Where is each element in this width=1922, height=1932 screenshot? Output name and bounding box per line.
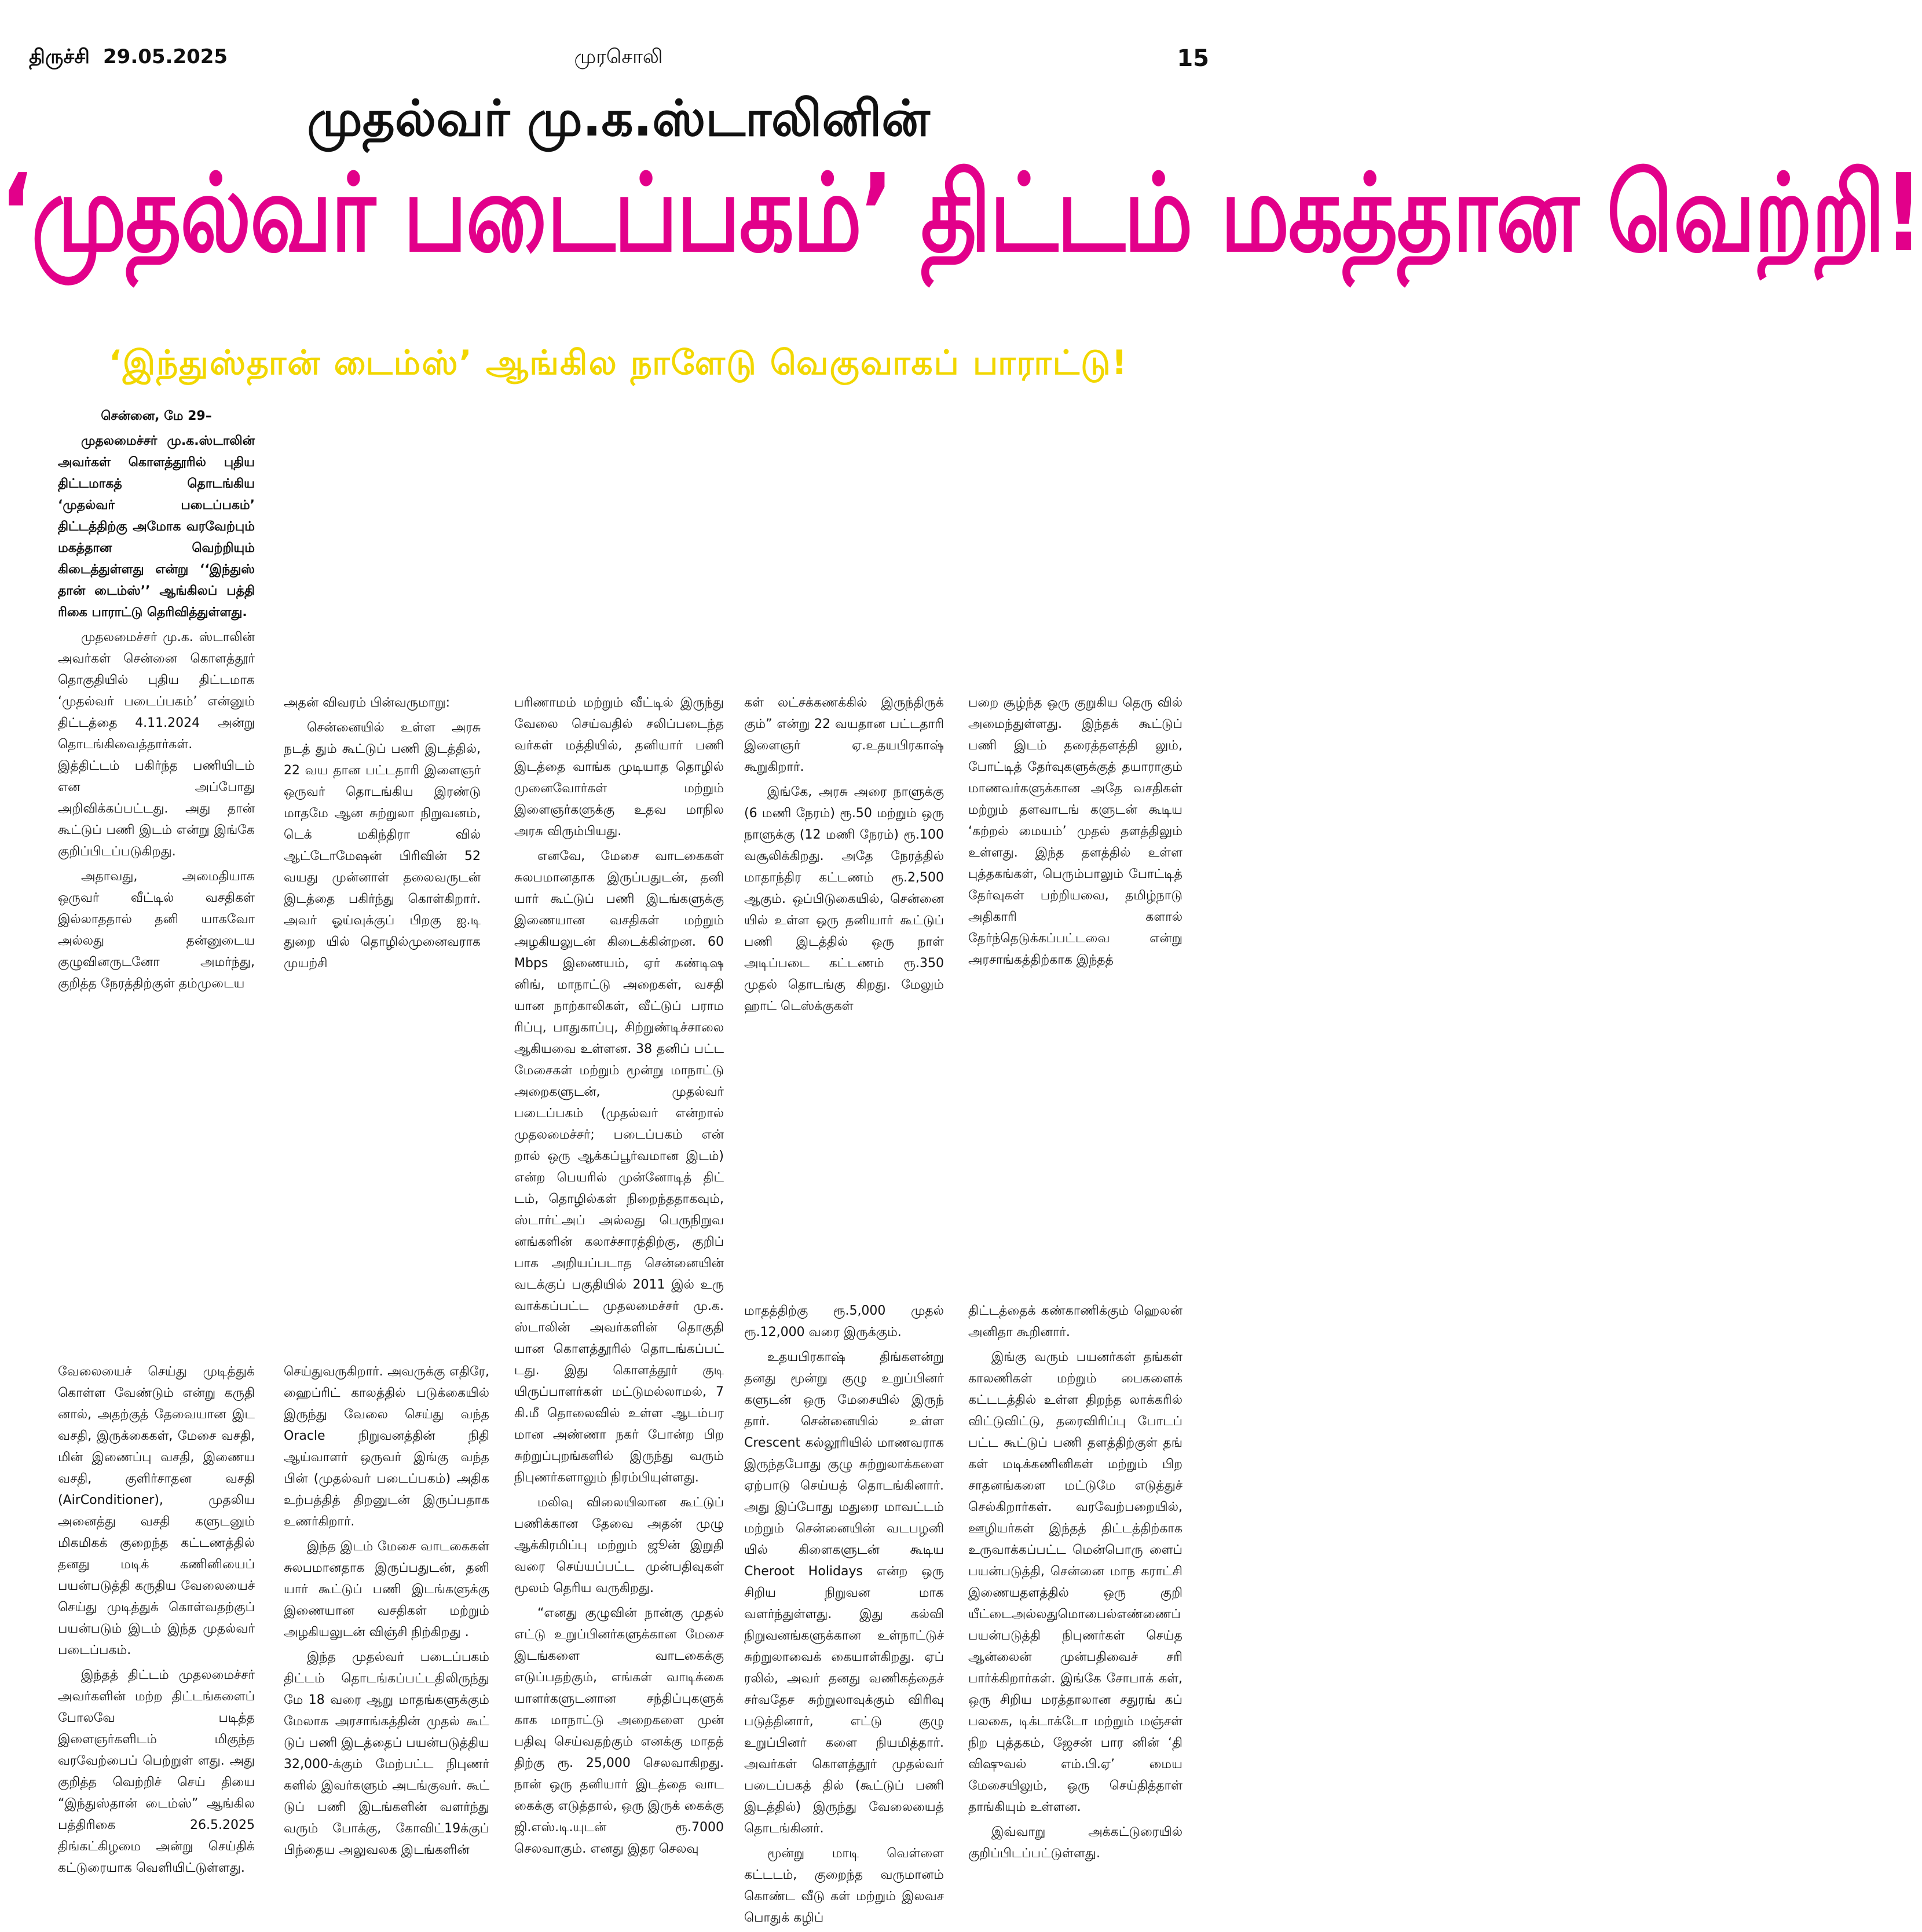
paragraph: மலிவு விலையிலான கூட்டுப் பணிக்கான தேவை அதன் முழு ஆக்கிரமிப்பு மற்றும் ஜூன் இறுதி வரை செய்யப்பட்ட முன்பதிவுகள் மூலம் தெரிய வருகிறது.: [514, 1495, 724, 1596]
lead-paragraph: முதலமைச்சர் மு.க.ஸ்டாலின் அவர்கள் கொளத்தூரில் புதிய திட்டமாகத் தொடங்கிய ‘முதல்வர் படைப்பகம்’ திட்டத்திற்கு அமோக வரவேற்பும் மகத்தான வெற்றியும் கிடைத்துள்ளது என்று ‘‘இந்துஸ் தான் டைம்ஸ்’’ ஆங்கிலப் பத்தி ரிகை பாராட்டு தெரிவித்துள்ளது.: [58, 434, 255, 620]
paragraph: இங்கு வரும் பயனர்கள் தங்கள் காலணிகள் மற்றும் பைகளைக் கட்டடத்தில் உள்ள திறந்த லாக்கரில் விட்டுவிட்டு, தரைவிரிப்பு போடப் பட்ட கூட்டுப் பணி தளத்திற்குள் தங் கள் மடிக்கணினிகள் மற்றும் பிற சாதனங்களை மட்டுமே எடுத்துச் செல்கிறார்கள். வரவேற்பறையில், ஊழியர்கள் இந்தத் திட்டத்திற்காக உருவாக்கப்பட்ட மென்பொரு ளைப் பயன்படுத்தி, சென்னை மாந கராட்சி இணையதளத்தில் ஒரு குறி யீட்டைஅல்லதுமொபைல்எண்ணைப் பயன்படுத்தி நிபுணர்கள் செய்த ஆன்லைன் முன்பதிவைச் சரி பார்க்கிறார்கள். இங்கே சோபாக் கள், ஒரு சிறிய மரத்தாலான சதுரங் கப் பலகை, டிக்டாக்டோ மற்றும் மஞ்சள் நிற புத்தகம், ஜேசன் பார னின் ‘தி விஷுவல் எம்.பி.ஏ’ மைய மேசையிலும், ஒரு செய்தித்தாள் தாங்கியும் உள்ளன.: [968, 1350, 1183, 1814]
paragraph: இந்த முதல்வர் படைப்பகம் திட்டம் தொடங்கப்பட்டதிலிருந்து மே 18 வரை ஆறு மாதங்களுக்கும் மேலாக அரசாங்கத்தின் முதல் கூட் டுப் பணி இடத்தைப் பயன்படுத்திய 32,000-க்கும் மேற்பட்ட நிபுணர் களில் இவர்களும் அடங்குவர். கூட் டுப் பணி இடங்களின் வளர்ந்து வரும் போக்கு, கோவிட்19க்குப் பிந்தைய அலுவலக இடங்களின்: [284, 1650, 489, 1857]
newspaper-name: முரசொலி: [574, 45, 663, 68]
paragraph: வேலையைச் செய்து முடித்துக் கொள்ள வேண்டும் என்று கருதி னால், அதற்குத் தேவையான இட வசதி, இருக்கைகள், மேசை வசதி, மின் இணைப்பு வசதி, இணைய வசதி, குளிர்சாதன வசதி (AirConditioner), முதலிய அனைத்து வசதி களுடனும் மிகமிகக் குறைந்த கட்டணத்தில் தனது மடிக் கணினியைப் பயன்படுத்தி கருதிய வேலையைச் செய்து முடித்துக் கொள்வதற்குப் பயன்படும் இடம் இந்த முதல்வர் படைப்பகம்.: [58, 1364, 255, 1657]
paragraph: இந்த இடம் மேசை வாடகைகள் சுலபமானதாக இருப்பதுடன், தனி யார் கூட்டுப் பணி இடங்களுக்கு இணையான வசதிகள் மற்றும் அழகியலுடன் விஞ்சி நிற்கிறது .: [284, 1539, 489, 1640]
column-4-bottom: [744, 1300, 944, 1932]
paragraph: மூன்று மாடி வெள்ளை கட்டடம், குறைந்த வருமானம் கொண்ட வீடு கள் மற்றும் இலவச பொதுக் கழிப்: [744, 1846, 944, 1925]
column-1-top: [58, 405, 255, 998]
paragraph: அதன் விவரம் பின்வருமாறு:: [284, 696, 451, 710]
paragraph: இந்தத் திட்டம் முதலமைச்சர் அவர்களின் மற்ற திட்டங்களைப் போலவே படித்த இளைஞர்களிடம் மிகுந்த வரவேற்பைப் பெற்றுள் ளது. அது குறித்த வெற்றிச் செய் தியை “இந்துஸ்தான் டைம்ஸ்” ஆங்கில பத்திரிகை 26.5.2025 திங்கட்கிழமை அன்று செய்திக் கட்டுரையாக வெளியிட்டுள்ளது.: [58, 1668, 255, 1875]
paragraph: உதயபிரகாஷ் திங்களன்று தனது மூன்று குழு உறுப்பினர் களுடன் ஒரு மேசையில் இருந் தார். சென்னையில் உள்ள Crescent கல்லூரியில் மாணவராக இருந்தபோது குழு சுற்றுலாக்களை ஏற்பாடு செய்யத் தொடங்கினார். அது இப்போது மதுரை மாவட்டம் மற்றும் சென்னையின் வடபழனி யில் கிளைகளுடன் கூடிய Cheroot Holidays என்ற ஒரு சிறிய நிறுவன மாக வளர்ந்துள்ளது. இது கல்வி நிறுவனங்களுக்கான உள்நாட்டுச் சுற்றுலாவைக் கையாள்கிறது. ஏப் ரலில், அவர் தனது வணிகத்தைச் சர்வதேச சுற்றுலாவுக்கும் விரிவு படுத்தினார், எட்டு குழு உறுப்பினர் களை நியமித்தார். அவர்கள் கொளத்தூர் முதல்வர் படைப்பகத் தில் (கூட்டுப் பணி இடத்தில்) இருந்து வேலையைத் தொடங்கினர்.: [744, 1350, 944, 1836]
column-3: [514, 692, 724, 1863]
page-number: 15: [1177, 45, 1209, 72]
paragraph: கள் லட்சக்கணக்கில் இருந்திருக் கும்” என்று 22 வயதான பட்டதாரி இளைஞர் ஏ.உதயபிரகாஷ் கூறுகிறார்.: [744, 696, 944, 774]
paragraph: அதாவது, அமைதியாக ஒருவர் வீட்டில் வசதிகள் இல்லாததால் தனி யாகவோ அல்லது தன்னுடைய குழுவினருடனோ அமர்ந்து, குறித்த நேரத்திற்குள் தம்முடைய: [58, 869, 255, 991]
paragraph: திட்டத்தைக் கண்காணிக்கும் ஹெலன் அனிதா கூறினார்.: [968, 1304, 1183, 1340]
paragraph: சென்னையில் உள்ள அரசு நடத் தும் கூட்டுப் பணி இடத்தில், 22 வய தான பட்டதாரி இளைஞர் ஒருவர் தொடங்கிய இரண்டு மாதமே ஆன சுற்றுலா நிறுவனம், டெக் மகிந்திரா வில் ஆட்டோமேஷன் பிரிவின் 52 வயது முன்னாள் தலைவருடன் இடத்தை பகிர்ந்து கொள்கிறார். அவர் ஓய்வுக்குப் பிறகு ஐ.டி துறை யில் தொழில்முனைவராக முயற்சி: [284, 720, 481, 971]
edition-date: 29.05.2025: [103, 45, 228, 68]
paragraph: “எனது குழுவின் நான்கு முதல் எட்டு உறுப்பினர்களுக்கான மேசை இடங்களை வாடகைக்கு எடுப்பதற்கும், எங்கள் வாடிக்கை யாளர்களுடனான சந்திப்புகளுக் காக மாநாட்டு அறைகளை முன் பதிவு செய்வதற்கும் எனக்கு மாதத் திற்கு ரூ. 25,000 செலவாகிறது. நான் ஒரு தனியார் இடத்தை வாட கைக்கு எடுத்தால், ஒரு இருக் கைக்கு ஜி.எஸ்.டி.யுடன் ரூ.7000 செலவாகும். எனது இதர செலவு: [514, 1606, 724, 1856]
edition-city: திருச்சி: [29, 45, 90, 68]
paragraph: செய்துவருகிறார். அவருக்கு எதிரே, ஹைப்ரிட் காலத்தில் படுக்கையில் இருந்து வேலை செய்து வந்த Oracle நிறுவனத்தின் நிதி ஆய்வாளர் ஒருவர் இங்கு வந்த பின் (முதல்வர் படைப்பகம்) அதிக உற்பத்தித் திறனுடன் இருப்பதாக உணர்கிறார்.: [284, 1364, 489, 1529]
subheadline: ‘இந்துஸ்தான் டைம்ஸ்’ ஆங்கில நாளேடு வெகுவாகப் பாராட்டு!: [108, 343, 1129, 382]
column-1-bottom: [58, 1361, 255, 1882]
paragraph: பரிணாமம் மற்றும் வீட்டில் இருந்து வேலை செய்வதில் சலிப்படைந்த வர்கள் மத்தியில், தனியார் பணி இடத்தை வாங்க முடியாத தொழில் முனைவோர்கள் மற்றும் இளைஞர்களுக்கு உதவ மாநில அரசு விரும்பியது.: [514, 696, 724, 839]
column-5-bottom: [968, 1300, 1183, 1868]
column-2-bottom: [284, 1361, 489, 1864]
kicker-title: முதல்வர் மு.க.ஸ்டாலினின்: [307, 90, 930, 148]
main-headline: ‘முதல்வர் படைப்பகம்’ திட்டம் மகத்தான வெற்றி!: [0, 151, 1922, 276]
column-5-top: [968, 692, 1183, 974]
paragraph: மாதத்திற்கு ரூ.5,000 முதல் ரூ.12,000 வரை இருக்கும்.: [744, 1304, 944, 1340]
paragraph: இவ்வாறு அக்கட்டுரையில் குறிப்பிடப்பட்டுள்ளது.: [968, 1825, 1183, 1861]
paragraph: முதலமைச்சர் மு.க. ஸ்டாலின் அவர்கள் சென்னை கொளத்தூர் தொகுதியில் புதிய திட்டமாக ‘முதல்வர் படைப்பகம்’ என்னும் திட்டத்தை 4.11.2024 அன்று தொடங்கிவைத்தார்கள். இத்திட்டம் பகிர்ந்த பணியிடம் என அப்போது அறிவிக்கப்பட்டது. அது தான் கூட்டுப் பணி இடம் என்று இங்கே குறிப்பிடப்படுகிறது.: [58, 630, 255, 859]
column-2-top: [284, 692, 481, 978]
dateline: சென்னை, மே 29–: [101, 409, 212, 423]
paragraph: பறை சூழ்ந்த ஒரு குறுகிய தெரு வில் அமைந்துள்ளது. இந்தக் கூட்டுப் பணி இடம் தரைத்தளத்தி லும், போட்டித் தேர்வுகளுக்குத் தயாராகும் மாணவர்களுக்கான அதே வசதிகள் மற்றும் தளவாடங் களுடன் கூடிய ‘கற்றல் மையம்’ முதல் தளத்திலும் உள்ளது. இந்த தளத்தில் உள்ள புத்தகங்கள், பெரும்பாலும் போட்டித் தேர்வுகள் பற்றியவை, தமிழ்நாடு அதிகாரி களால் தேர்ந்தெடுக்கப்பட்டவை என்று அரசாங்கத்திற்காக இந்தத்: [968, 696, 1183, 967]
column-4-top: [744, 692, 944, 1020]
paragraph: இங்கே, அரசு அரை நாளுக்கு (6 மணி நேரம்) ரூ.50 மற்றும் ஒரு நாளுக்கு (12 மணி நேரம்) ரூ.100 வசூலிக்கிறது. அதே நேரத்தில் மாதாந்திர கட்டணம் ரூ.2,500 ஆகும். ஒப்பிடுகையில், சென்னை யில் உள்ள ஒரு தனியார் கூட்டுப் பணி இடத்தில் ஒரு நாள் அடிப்படை கட்டணம் ரூ.350 முதல் தொடங்கு கிறது. மேலும் ஹாட் டெஸ்க்குகள்: [744, 785, 944, 1013]
paragraph: எனவே, மேசை வாடகைகள் சுலபமானதாக இருப்பதுடன், தனி யார் கூட்டுப் பணி இடங்களுக்கு இணையான வசதிகள் மற்றும் அழகியலுடன் கிடைக்கின்றன. 60 Mbps இணையம், ஏர் கண்டிஷ னிங், மாநாட்டு அறைகள், வசதி யான நாற்காலிகள், வீட்டுப் பராம ரிப்பு, பாதுகாப்பு, சிற்றுண்டிச்சாலை ஆகியவை உள்ளன. 38 தனிப் பட்ட மேசைகள் மற்றும் மூன்று மாநாட்டு அறைகளுடன், முதல்வர் படைப்பகம் (முதல்வர் என்றால் முதலமைச்சர்; படைப்பகம் என் றால் ஒரு ஆக்கப்பூர்வமான இடம்) என்ற பெயரில் முன்னோடித் திட் டம், தொழில்கள் நிறைந்ததாகவும், ஸ்டார்ட்அப் அல்லது பெருநிறுவ னங்களின் கலாச்சாரத்திற்கு, குறிப் பாக அறியப்படாத சென்னையின் வடக்குப் பகுதியில் 2011 இல் உரு வாக்கப்பட்ட முதலமைச்சர் மு.க. ஸ்டாலின் அவர்களின் தொகுதி யான கொளத்தூரில் தொடங்கப்பட் டது. இது கொளத்தூர் குடி யிருப்பாளர்கள் மட்டுமல்லாமல், 7 கி.மீ தொலைவில் உள்ள ஆடம்பர மான அண்ணா நகர் போன்ற பிற சுற்றுப்புறங்களில் இருந்து வரும் நிபுணர்களாலும் நிரம்பியுள்ளது.: [514, 849, 724, 1485]
